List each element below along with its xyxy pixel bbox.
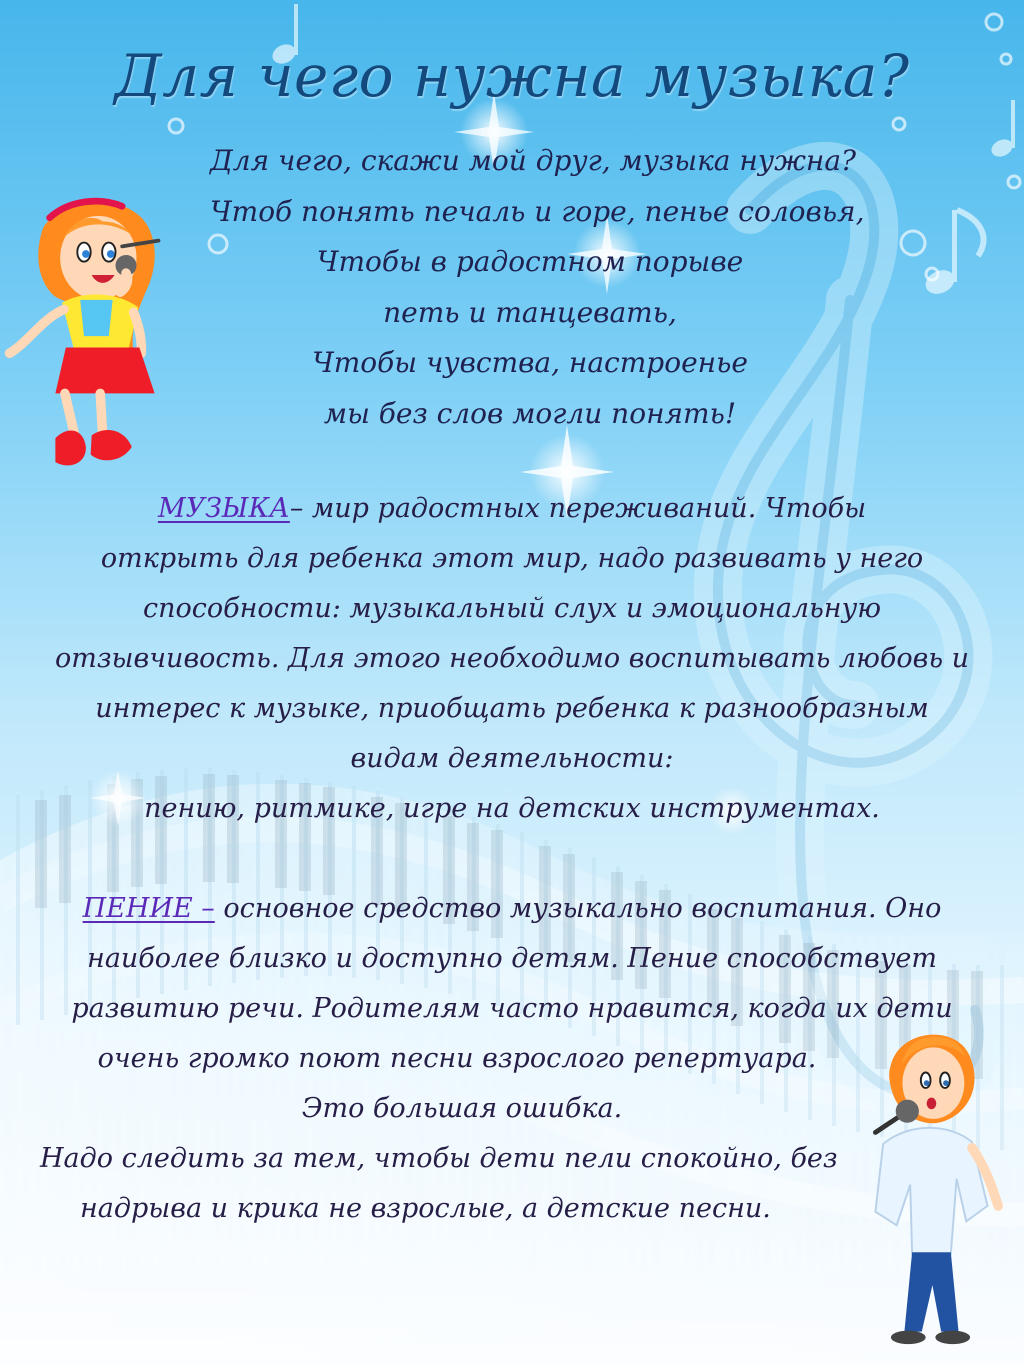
boy-singer-icon	[858, 1022, 1003, 1355]
music-line: видам деятельности:	[350, 743, 674, 774]
poem-block	[210, 136, 865, 439]
music-line: открыть для ребенка этот мир, надо развивать у него	[100, 543, 924, 574]
singing-line: развитию речи. Родителям часто нравится, когда их дети	[71, 993, 953, 1024]
music-section	[40, 484, 984, 834]
music-term: МУЗЫКА	[157, 493, 290, 524]
poem-line: Чтобы в радостном порыве	[316, 245, 744, 278]
music-line: пению, ритмике, игре на детских инструментах.	[144, 793, 880, 824]
poem-line: Для чего, скажи мой друг, музыка нужна?	[210, 144, 857, 177]
singing-first-line-rest: основное средство музыкально воспитания. Оно	[214, 893, 942, 924]
music-first-line-rest: – мир радостных переживаний. Чтобы	[289, 493, 867, 524]
poem-line: Чтобы чувства, настроенье	[312, 346, 748, 379]
poem-line: Чтоб понять печаль и горе, пенье соловья,	[210, 194, 865, 228]
girl-singer-icon	[0, 178, 210, 498]
singing-line: очень громко поют песни взрослого репертуара.	[97, 1043, 817, 1074]
poem-line: мы без слов могли понять!	[323, 396, 737, 430]
music-line: способности: музыкальный слух и эмоциональную	[142, 593, 882, 624]
singing-line: наиболее близко и доступно детям. Пение способствует	[87, 943, 937, 974]
page-title: Для чего нужна музыка?	[114, 42, 910, 110]
singing-final-lines	[40, 1134, 920, 1234]
singing-final-line: надрыва и крика не взрослые, а детские песни.	[80, 1193, 771, 1224]
singing-final-line: Надо следить за тем, чтобы дети пели спокойно, без	[40, 1143, 838, 1174]
singing-line: Это большая ошибка.	[301, 1093, 623, 1124]
singing-section	[36, 884, 988, 1134]
singing-first-line	[36, 884, 988, 934]
singing-term: ПЕНИЕ –	[82, 893, 215, 924]
music-line: интерес к музыке, приобщать ребенка к разнообразным	[95, 693, 929, 724]
poem-line: петь и танцевать,	[383, 295, 677, 329]
music-line: отзывчивость. Для этого необходимо воспитывать любовь и	[54, 643, 970, 674]
